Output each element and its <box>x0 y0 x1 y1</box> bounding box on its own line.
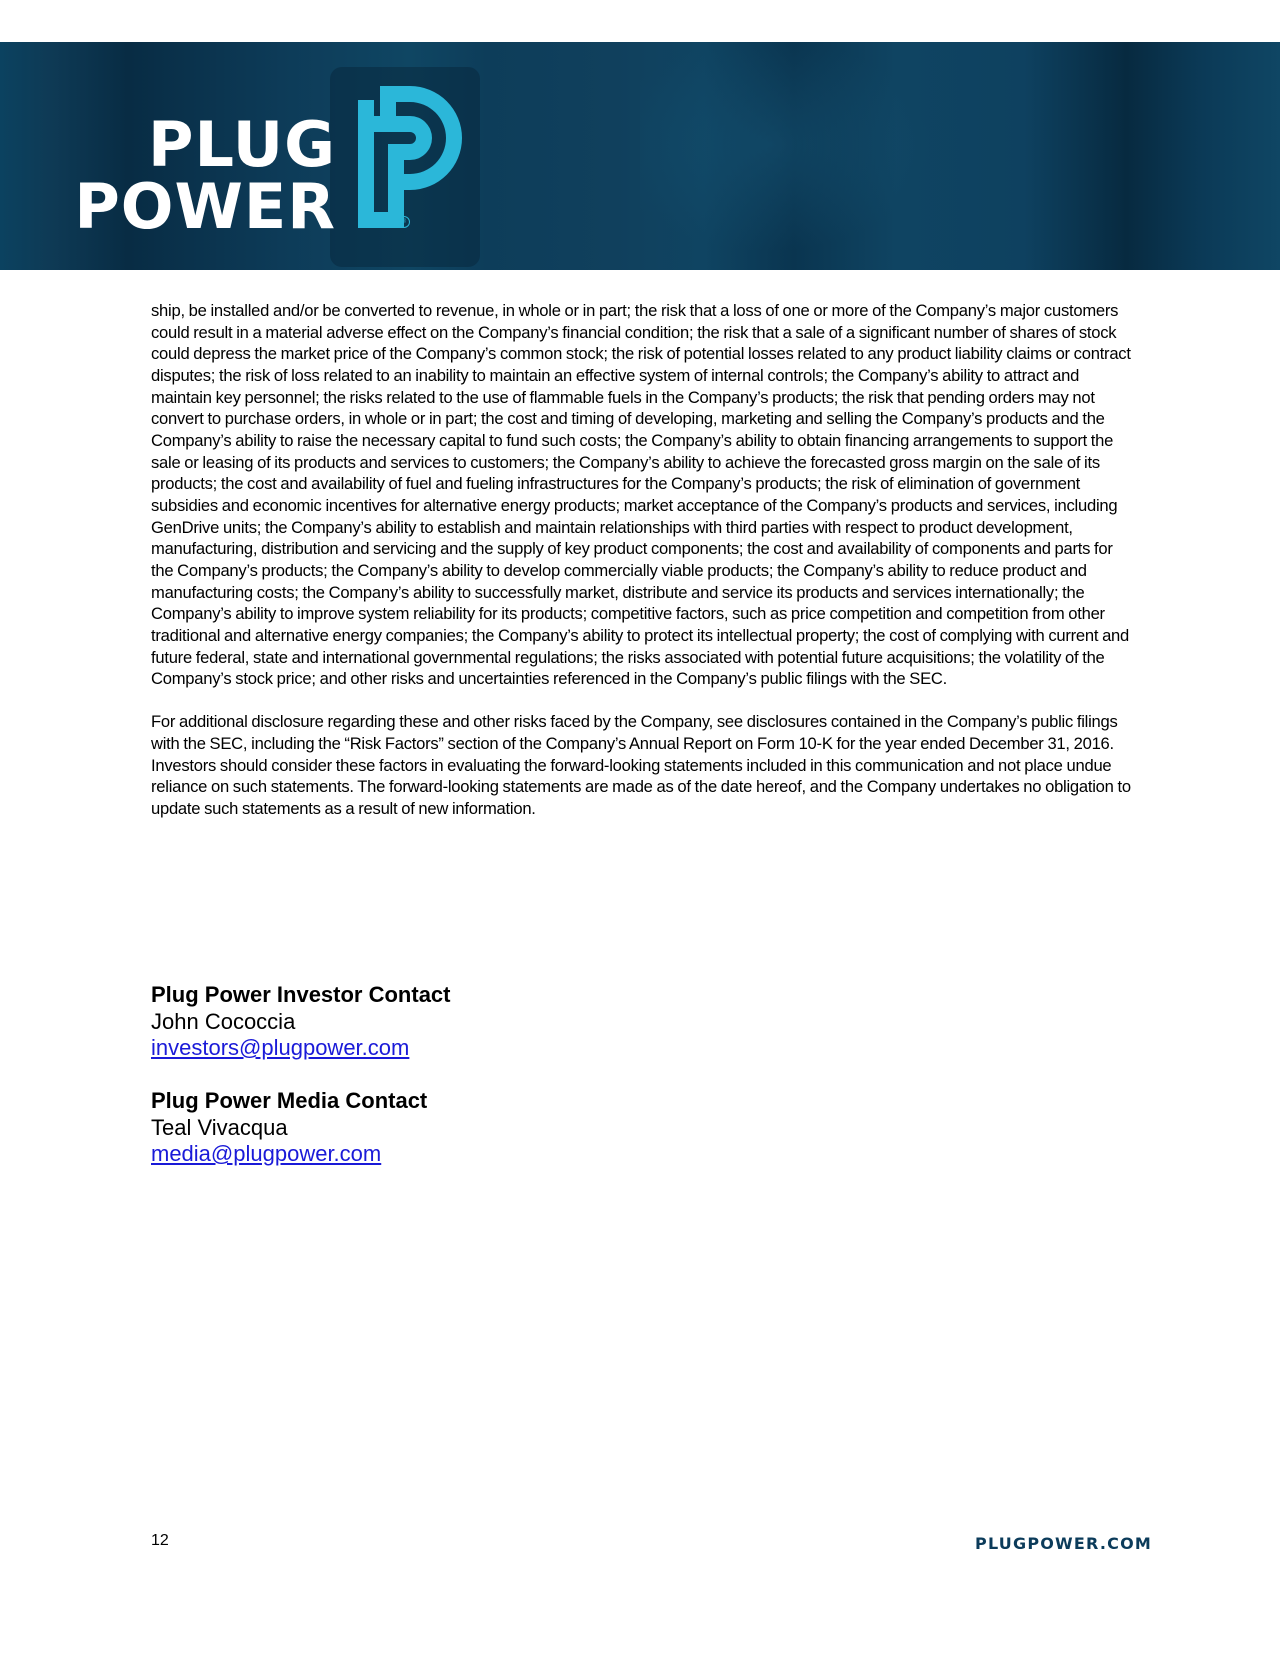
investor-contact-email-link[interactable]: investors@plugpower.com <box>151 1035 410 1060</box>
investor-contact-heading: Plug Power Investor Contact <box>151 982 451 1007</box>
media-contact-name: Teal Vivacqua <box>151 1114 288 1140</box>
plug-power-logo-icon <box>358 86 464 228</box>
page-number: 12 <box>151 1532 169 1549</box>
media-contact <box>151 1088 451 1168</box>
investor-contact-name: John Cococcia <box>151 1008 296 1034</box>
footer-website: PLUGPOWER.COM <box>975 1534 1152 1553</box>
media-contact-email-link[interactable]: media@plugpower.com <box>151 1141 382 1166</box>
risk-factors-paragraph: ship, be installed and/or be converted to revenue, in whole or in part; the risk that a loss of one or more of the Company’s major customers could result in a material adverse effect on the Company’s financial condition; the risk that a sale of a significant number of shares of stock could depress the market price of the Company’s common stock; the risk of potential losses related to any product liability claims or contract disputes; the risk of loss related to an inability to maintain an effective system of internal controls; the Company’s ability to attract and maintain key personnel; the risks related to the use of flammable fuels in the Company’s products; the risk that pending orders may not convert to purchase orders, in whole or in part; the cost and timing of developing, marketing and selling the Company’s products and the Company’s ability to raise the necessary capital to fund such costs; the Company’s ability to obtain financing arrangements to support the sale or leasing of its products and services to customers; the Company’s ability to achieve the forecasted gross margin on the sale of its products; the cost and availability of fuel and fueling infrastructures for the Company’s products; the risk of elimination of government subsidies and economic incentives for alternative energy products; market acceptance of the Company’s products and services, including GenDrive units; the Company’s ability to establish and maintain relationships with third parties with respect to product development, manufacturing, distribution and servicing and the supply of key product components; the cost and availability of components and parts for the Company’s products; the Company’s ability to develop commercially viable products; the Company’s ability to reduce product and manufacturing costs; the Company’s ability to successfully market, distribute and service its products and services internationally; the Company’s ability to improve system reliability for its products; competitive factors, such as price competition and competition from other traditional and alternative energy companies; the Company’s ability to protect its intellectual property; the cost of complying with current and future federal, state and international governmental regulations; the risks associated with potential future acquisitions; the volatility of the Company’s stock price; and other risks and uncertainties referenced in the Company’s public filings with the SEC. <box>151 301 1131 689</box>
investor-contact <box>151 982 451 1062</box>
registered-mark: ® <box>398 216 410 228</box>
additional-disclosure-paragraph: For additional disclosure regarding these and other risks faced by the Company, see disclosures contained in the Company’s public filings with the SEC, including the “Risk Factors” section of the Company’s Annual Report on Form 10-K for the year ended December 31, 2016. Investors should consider these factors in evaluating the forward-looking statements included in this communication and not place undue reliance on such statements. The forward-looking statements are made as of the date hereof, and the Company undertakes no obligation to update such statements as a result of new information. <box>151 712 1131 818</box>
logo-text-power: POWER <box>74 170 336 243</box>
contacts-section <box>151 982 451 1168</box>
media-contact-heading: Plug Power Media Contact <box>151 1088 428 1113</box>
header-banner <box>0 42 1280 270</box>
document-body <box>151 300 1136 820</box>
logo-text-plug: PLUG <box>148 108 336 181</box>
